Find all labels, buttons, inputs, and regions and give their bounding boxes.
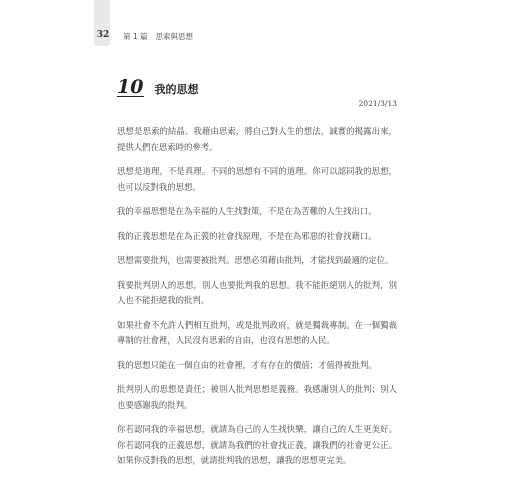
paragraph: 我要批判別人的思想，別人也要批判我的思想。我不能拒絕別人的批判，別人也不能拒絕我的批判。 [117, 279, 397, 305]
section-label: 思索與思想 [155, 32, 194, 41]
paragraph: 如果社會不允許人們相互批判，或是批判政府，就是獨裁專制。在一個獨裁專制的社會裡，人民沒有思索的自由，也沒有思想的人民。 [117, 319, 397, 345]
running-header [123, 31, 193, 42]
paragraph: 我的幸福思想是在為幸福的人生找對策，不是在為苦難的人生找出口。 [117, 206, 377, 216]
body-text [117, 124, 397, 478]
paragraph: 思想是道理，不是真理。不同的思想有不同的道理。你可以認同我的思想，也可以反對我的思想。 [117, 166, 397, 192]
chapter-title: 我的思想 [154, 83, 199, 96]
paragraph: 批判別人的思想是責任；被別人批判思想是義務。我感謝別人的批判；別人也要感謝我的批判。 [117, 384, 397, 410]
paragraph: 思想需要批判，也需要被批判。思想必須藉由批判，才能找到最適的定位。 [117, 255, 394, 265]
paragraph: 我的思想只能在一個自由的社會裡，才有存在的價值；才值得被批判。 [117, 359, 377, 370]
page-number: 32 [96, 30, 110, 40]
paragraph: 思想是思索的結晶。我藉由思索，將自己對人生的想法，誠實的揭露出來，提供人們在思索時的參考。 [117, 126, 397, 152]
paragraph: 你若認同我的幸福思想，就請為自己的人生找快樂，讓自己的人生更美好。你若認同我的正義思想，就請為我們的社會找正義，讓我們的社會更公正。如果你反對我的思想，就請批判我的思想，讓我的思想更完美。 [117, 424, 397, 465]
chapter-number: 10 [117, 76, 144, 98]
part-label: 第 1 篇 [123, 32, 148, 41]
chapter-heading [117, 78, 198, 97]
paragraph: 我的正義思想是在為正義的社會找原理，不是在為邪惡的社會找藉口。 [117, 230, 377, 241]
chapter-date: 2021/3/13 [358, 99, 397, 108]
